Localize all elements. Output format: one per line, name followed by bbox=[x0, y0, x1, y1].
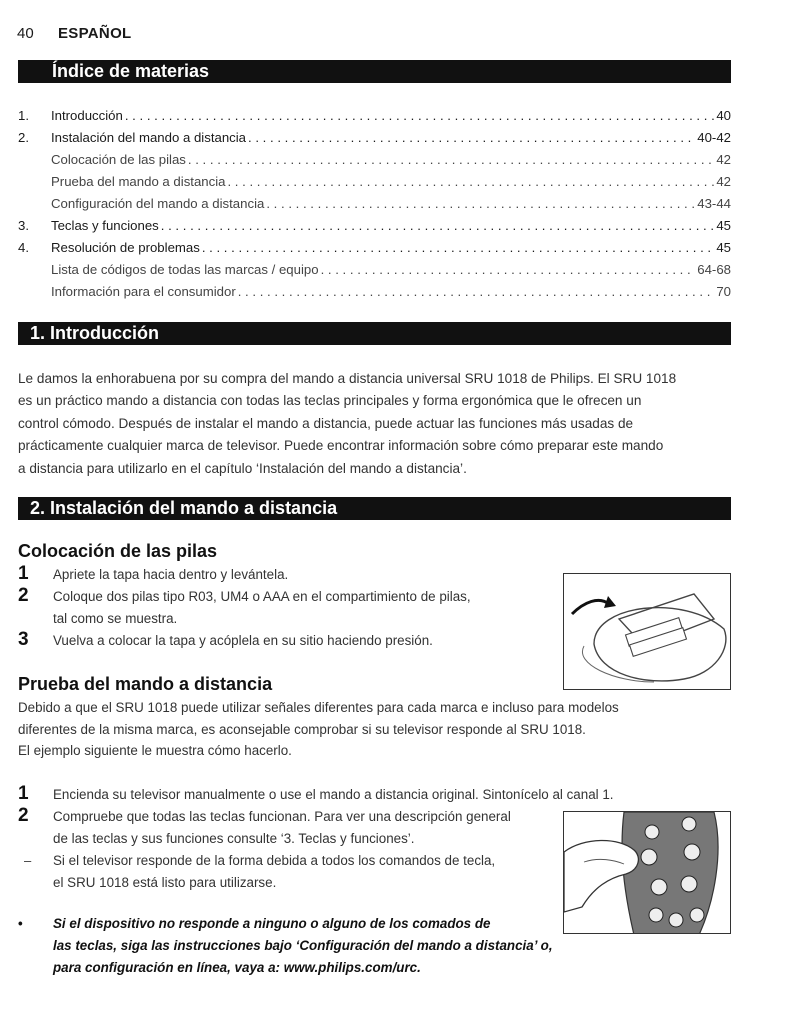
battery-compartment-drawing bbox=[564, 574, 731, 690]
step-text: Encienda su televisor manualmente o use el mando a distancia original. Sintonícelo al canal 1. bbox=[53, 787, 614, 802]
toc-entry[interactable] bbox=[18, 281, 731, 303]
step-text: Apriete la tapa hacia dentro y levántela. bbox=[53, 567, 289, 582]
step-number: 3 bbox=[18, 629, 29, 650]
note-line: para configuración en línea, vaya a: www.philips.com/urc. bbox=[53, 960, 421, 975]
step-text: el SRU 1018 está listo para utilizarse. bbox=[53, 875, 277, 890]
toc-entry-number: 1. bbox=[18, 108, 29, 123]
test-heading: Prueba del mando a distancia bbox=[18, 674, 273, 694]
toc-entry-label: Configuración del mando a distancia bbox=[51, 196, 265, 211]
battery-illustration bbox=[563, 573, 731, 690]
remote-test-illustration bbox=[563, 811, 731, 934]
step-dash: – bbox=[24, 853, 32, 868]
step-text: Compruebe que todas las teclas funcionan. Para ver una descripción general bbox=[53, 809, 511, 824]
toc-entry[interactable] bbox=[18, 215, 731, 237]
toc-entry-page: 64-68 bbox=[697, 262, 731, 277]
step-text: tal como se muestra. bbox=[53, 611, 178, 626]
step-text: Si el televisor responde de la forma debida a todos los comandos de tecla, bbox=[53, 853, 496, 868]
toc-entry-label: Teclas y funciones bbox=[51, 218, 159, 233]
toc-entry[interactable] bbox=[18, 171, 731, 193]
note-line: Si el dispositivo no responde a ninguno o alguno de los comados de bbox=[53, 916, 491, 931]
toc-entry[interactable] bbox=[18, 105, 731, 127]
paragraph-line: diferentes de la misma marca, es aconsejable comprobar si su televisor responde al SRU 1018. bbox=[18, 721, 586, 737]
paragraph-line: Le damos la enhorabuena por su compra del mando a distancia universal SRU 1018 de Philips. El SRU 1018 bbox=[18, 371, 677, 386]
toc-entry-page: 45 bbox=[716, 218, 731, 233]
step-text: Coloque dos pilas tipo R03, UM4 o AAA en el compartimiento de pilas, bbox=[53, 589, 471, 604]
toc-entry[interactable] bbox=[18, 127, 731, 149]
toc-entry-label: Instalación del mando a distancia bbox=[51, 130, 247, 145]
toc-entry-label: Resolución de problemas bbox=[51, 240, 200, 255]
paragraph-line: El ejemplo siguiente le muestra cómo hacerlo. bbox=[18, 743, 292, 758]
toc-entry-label: Información para el consumidor bbox=[51, 284, 236, 299]
toc-entry-page: 42 bbox=[716, 152, 731, 167]
paragraph-line: a distancia para utilizarlo en el capítulo ‘Instalación del mando a distancia’. bbox=[18, 460, 467, 476]
toc-entry-label: Introducción bbox=[51, 108, 123, 123]
page-number: 40 bbox=[17, 25, 34, 42]
test-intro-paragraph bbox=[18, 697, 733, 762]
paragraph-line: control cómodo. Después de instalar el mando a distancia, puede actuar las funciones más usadas de bbox=[18, 415, 634, 431]
note-line: las teclas, siga las instrucciones bajo ‘Configuración del mando a distancia’ o, bbox=[53, 938, 553, 953]
step-number: 2 bbox=[18, 585, 29, 606]
introduction-paragraph bbox=[18, 368, 733, 480]
toc-title-bar: Índice de materias bbox=[18, 60, 731, 83]
toc-entry[interactable] bbox=[18, 149, 731, 171]
toc-entry-page: 70 bbox=[716, 284, 731, 299]
section-title-installation: 2. Instalación del mando a distancia bbox=[18, 497, 731, 520]
paragraph-line: Debido a que el SRU 1018 puede utilizar señales diferentes para cada marca e incluso para modelos bbox=[18, 700, 619, 715]
toc-entry[interactable] bbox=[18, 259, 731, 281]
hand-pressing-remote-drawing bbox=[564, 812, 731, 934]
toc-entry-page: 40 bbox=[716, 108, 731, 123]
paragraph-line: prácticamente cualquier marca de televisor. Puede encontrar información sobre cómo preparar este mando bbox=[18, 438, 664, 454]
toc-entry[interactable] bbox=[18, 237, 731, 259]
step-number: 2 bbox=[18, 805, 29, 826]
language-label: ESPAÑOL bbox=[58, 25, 132, 42]
toc-entry-label: Colocación de las pilas bbox=[51, 152, 186, 167]
toc-entry-number: 3. bbox=[18, 218, 29, 233]
toc-entry-number: 4. bbox=[18, 240, 29, 255]
toc-entry-page: 43-44 bbox=[697, 196, 731, 211]
step-text: Vuelva a colocar la tapa y acóplela en su sitio haciendo presión. bbox=[53, 633, 433, 648]
toc-entry-label: Lista de códigos de todas las marcas / equipo bbox=[51, 262, 319, 277]
step-text: de las teclas y sus funciones consulte ‘3. Teclas y funciones’. bbox=[53, 831, 415, 846]
paragraph-line: es un práctico mando a distancia con todas las teclas principales y forma ergonómica que le ofrecen un bbox=[18, 393, 642, 409]
step-number: 1 bbox=[18, 563, 29, 584]
section-title-introduction: 1. Introducción bbox=[18, 322, 731, 345]
toc-entry[interactable] bbox=[18, 193, 731, 215]
toc-entry-number: 2. bbox=[18, 130, 29, 145]
step-number: 1 bbox=[18, 783, 29, 804]
toc-entry-label: Prueba del mando a distancia bbox=[51, 174, 226, 189]
toc-entry-page: 45 bbox=[716, 240, 731, 255]
toc-entry-page: 40-42 bbox=[697, 130, 731, 145]
note-bullet: • bbox=[18, 916, 23, 931]
toc-entry-page: 42 bbox=[716, 174, 731, 189]
batteries-heading: Colocación de las pilas bbox=[18, 541, 218, 561]
